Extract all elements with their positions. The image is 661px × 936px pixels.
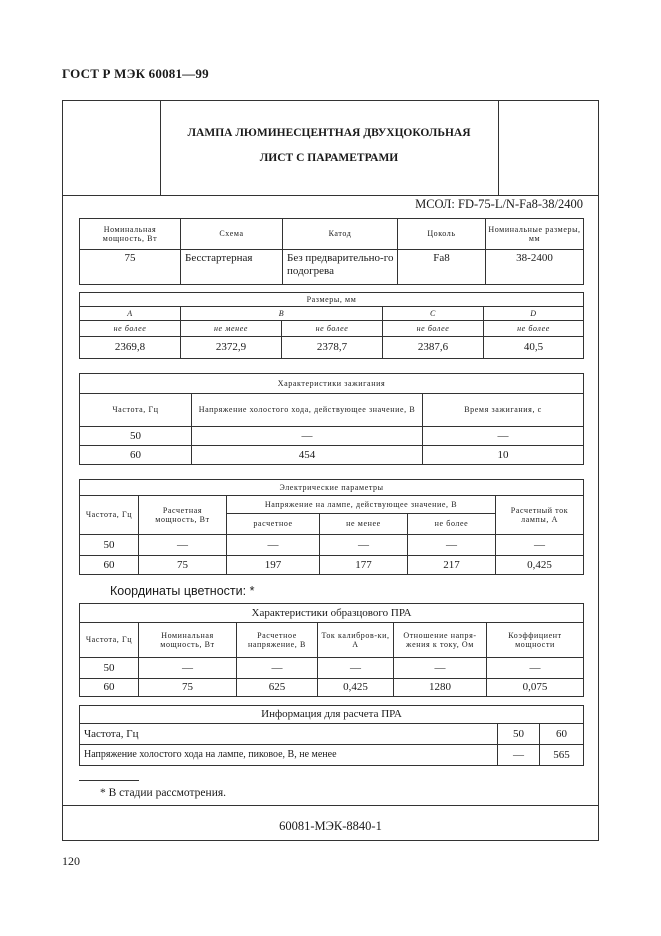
table-cell: 60 bbox=[80, 679, 139, 697]
ballast-header: Расчетное напряжение, В bbox=[237, 623, 318, 658]
ballast-header: Коэффициент мощности bbox=[487, 623, 584, 658]
table-cell: 60 bbox=[540, 724, 584, 745]
title-left-divider bbox=[160, 100, 161, 195]
table-cell: — bbox=[487, 658, 584, 679]
title-right-divider bbox=[498, 100, 499, 195]
electrical-title: Электрические параметры bbox=[80, 480, 584, 496]
base-header: Цоколь bbox=[398, 219, 486, 250]
chromaticity-label: Координаты цветности: * bbox=[110, 584, 255, 598]
dimensions-table bbox=[79, 292, 584, 359]
dim-limit: не более bbox=[80, 321, 181, 337]
table-cell: 60 bbox=[80, 556, 139, 575]
ballast-info-table bbox=[79, 705, 584, 766]
cathode-value: Без предварительно-го подогрева bbox=[283, 250, 398, 285]
dim-limit: не более bbox=[282, 321, 383, 337]
info-label: Частота, Гц bbox=[80, 724, 498, 745]
dimensions-title: Размеры, мм bbox=[80, 293, 584, 307]
table-cell: — bbox=[496, 535, 584, 556]
table-cell: — bbox=[498, 745, 540, 766]
table-cell: — bbox=[192, 427, 423, 446]
size-value: 38-2400 bbox=[486, 250, 584, 285]
voltage-sub-header: не более bbox=[408, 514, 496, 535]
mcol-code: МСОЛ: FD-75-L/N-Fa8-38/2400 bbox=[415, 197, 583, 211]
general-table bbox=[79, 218, 584, 285]
table-cell: — bbox=[423, 427, 584, 446]
sheet-title: ЛАМПА ЛЮМИНЕСЦЕНТНАЯ ДВУХЦОКОЛЬНАЯ bbox=[187, 127, 471, 139]
size-header: Номинальные размеры, мм bbox=[486, 219, 584, 250]
page-number: 120 bbox=[62, 854, 80, 868]
standard-header: ГОСТ Р МЭК 60081—99 bbox=[62, 66, 209, 81]
dim-limit: не менее bbox=[181, 321, 282, 337]
electrical-voltage-header: Напряжение на лампе, действующее значение, В bbox=[227, 496, 496, 514]
table-cell: 0,075 bbox=[487, 679, 584, 697]
footnote-rule bbox=[79, 780, 139, 781]
scheme-value: Бесстартерная bbox=[181, 250, 283, 285]
electrical-power-header: Расчетная мощность, Вт bbox=[139, 496, 227, 535]
table-cell: — bbox=[320, 535, 408, 556]
dim-value-d: 40,5 bbox=[484, 337, 584, 359]
table-cell: 197 bbox=[227, 556, 320, 575]
footer-divider bbox=[62, 805, 599, 806]
table-cell: — bbox=[139, 535, 227, 556]
dim-value-b-min: 2372,9 bbox=[181, 337, 282, 359]
info-label: Напряжение холостого хода на лампе, пиковое, В, не менее bbox=[80, 745, 498, 766]
dim-limit: не более bbox=[484, 321, 584, 337]
ballast-title: Характеристики образцового ПРА bbox=[80, 604, 584, 623]
sheet-subtitle: ЛИСТ С ПАРАМЕТРАМИ bbox=[259, 152, 399, 164]
table-cell: 60 bbox=[80, 446, 192, 465]
dim-value-c: 2387,6 bbox=[383, 337, 484, 359]
ballast-header: Ток калибров-ки, А bbox=[318, 623, 394, 658]
dim-limit: не более bbox=[383, 321, 484, 337]
ballast-header: Отношение напря-жения к току, Ом bbox=[394, 623, 487, 658]
table-cell: — bbox=[318, 658, 394, 679]
table-cell: — bbox=[139, 658, 237, 679]
power-value: 75 bbox=[80, 250, 181, 285]
table-cell: 50 bbox=[80, 658, 139, 679]
ignition-title: Характеристики зажигания bbox=[80, 374, 584, 394]
ballast-header: Номинальная мощность, Вт bbox=[139, 623, 237, 658]
table-cell: 0,425 bbox=[318, 679, 394, 697]
voltage-sub-header: расчетное bbox=[227, 514, 320, 535]
document-number: 60081-МЭК-8840-1 bbox=[279, 819, 382, 833]
power-header: Номинальная мощность, Вт bbox=[80, 219, 181, 250]
table-cell: 1280 bbox=[394, 679, 487, 697]
table-cell: 50 bbox=[80, 535, 139, 556]
cathode-header: Катод bbox=[283, 219, 398, 250]
voltage-sub-header: не менее bbox=[320, 514, 408, 535]
dim-value-b-max: 2378,7 bbox=[282, 337, 383, 359]
info-title: Информация для расчета ПРА bbox=[80, 706, 584, 724]
table-cell: — bbox=[227, 535, 320, 556]
ignition-voltage-header: Напряжение холостого хода, действующее значение, В bbox=[192, 394, 423, 427]
scheme-header: Схема bbox=[181, 219, 283, 250]
table-cell: — bbox=[394, 658, 487, 679]
table-cell: 217 bbox=[408, 556, 496, 575]
ignition-table bbox=[79, 373, 584, 465]
electrical-table bbox=[79, 479, 584, 575]
table-cell: 454 bbox=[192, 446, 423, 465]
dim-letter-c: C bbox=[383, 307, 484, 321]
dim-letter-b: B bbox=[181, 307, 383, 321]
table-cell: 625 bbox=[237, 679, 318, 697]
table-cell: 0,425 bbox=[496, 556, 584, 575]
dim-letter-d: D bbox=[484, 307, 584, 321]
ballast-header: Частота, Гц bbox=[80, 623, 139, 658]
table-cell: — bbox=[237, 658, 318, 679]
footnote: * В стадии рассмотрения. bbox=[100, 787, 227, 799]
dim-value-a: 2369,8 bbox=[80, 337, 181, 359]
table-cell: 75 bbox=[139, 679, 237, 697]
ignition-freq-header: Частота, Гц bbox=[80, 394, 192, 427]
electrical-freq-header: Частота, Гц bbox=[80, 496, 139, 535]
table-cell: 10 bbox=[423, 446, 584, 465]
table-cell: 177 bbox=[320, 556, 408, 575]
title-bottom-divider bbox=[62, 195, 599, 196]
table-cell: 50 bbox=[498, 724, 540, 745]
ballast-table bbox=[79, 603, 584, 697]
electrical-current-header: Расчетный ток лампы, А bbox=[496, 496, 584, 535]
dim-letter-a: A bbox=[80, 307, 181, 321]
table-cell: 75 bbox=[139, 556, 227, 575]
table-cell: 565 bbox=[540, 745, 584, 766]
table-cell: — bbox=[408, 535, 496, 556]
table-cell: 50 bbox=[80, 427, 192, 446]
ignition-time-header: Время зажигания, с bbox=[423, 394, 584, 427]
base-value: Fa8 bbox=[398, 250, 486, 285]
